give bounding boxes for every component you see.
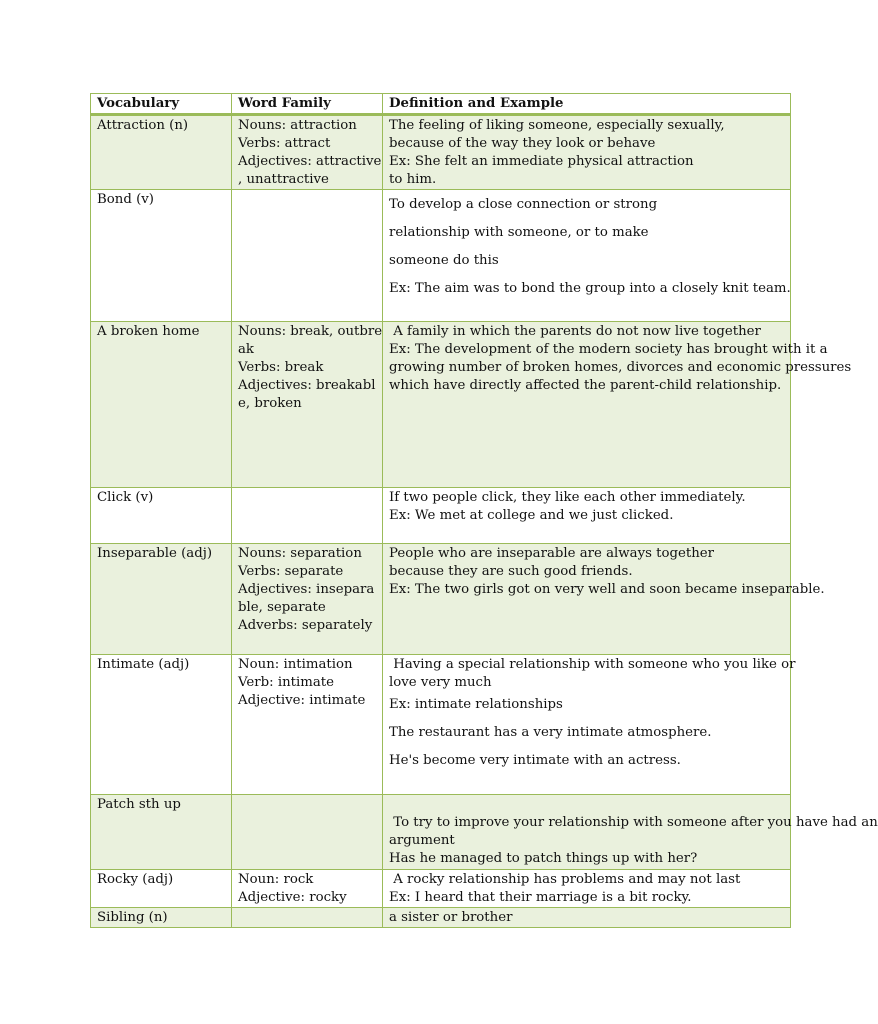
word-family-line: Nouns: attraction — [238, 118, 357, 133]
word-family-line: Noun: intimation — [238, 657, 353, 672]
definition-line: Ex: intimate relationships — [389, 697, 563, 712]
definition-line: Having a special relationship with someone who you like or — [389, 657, 796, 672]
word-family-cell — [232, 115, 383, 190]
table-row — [91, 544, 791, 655]
word-family-cell — [232, 655, 383, 795]
definition-cell — [383, 544, 825, 655]
definition-line: love very much — [389, 675, 492, 690]
word-family-line: Adjective: rocky — [238, 890, 347, 905]
word-family-cell — [232, 870, 383, 908]
word-family-line: Adverbs: separately — [238, 618, 373, 633]
table-row — [91, 322, 791, 488]
definition-cell — [383, 908, 791, 928]
definition-line: The restaurant has a very intimate atmosphere. — [389, 725, 712, 740]
definition-cell — [383, 655, 796, 795]
definition-line: growing number of broken homes, divorces and economic pressures — [389, 360, 852, 375]
definition-line: Ex: I heard that their marriage is a bit rocky. — [389, 890, 692, 905]
table-row — [91, 795, 791, 870]
table-row — [91, 870, 791, 908]
word-family-line: Nouns: break, outbre — [238, 324, 383, 339]
table-row — [91, 115, 791, 190]
vocab-cell: Bond (v) — [91, 190, 232, 322]
word-family-line: ak — [238, 342, 254, 357]
vocab-cell: Click (v) — [91, 488, 232, 544]
definition-line: Ex: We met at college and we just clicked. — [389, 508, 674, 523]
header-definition: Definition and Example — [383, 94, 791, 115]
definition-line: to him. — [389, 172, 437, 187]
definition-line: Has he managed to patch things up with her? — [389, 851, 698, 866]
word-family-cell — [232, 908, 383, 928]
header-word-family: Word Family — [232, 94, 383, 115]
definition-line: someone do this — [389, 253, 499, 268]
definition-line: a sister or brother — [389, 910, 513, 925]
vocab-cell: Rocky (adj) — [91, 870, 232, 908]
definition-line: Ex: The aim was to bond the group into a closely knit team. — [389, 281, 791, 296]
definition-line: To try to improve your relationship with someone after you have had an — [389, 815, 878, 830]
header-vocabulary: Vocabulary — [91, 94, 232, 115]
vocab-cell: Sibling (n) — [91, 908, 232, 928]
word-family-line: Nouns: separation — [238, 546, 362, 561]
table-row — [91, 908, 791, 928]
word-family-cell — [232, 544, 383, 655]
vocab-cell: Intimate (adj) — [91, 655, 232, 795]
definition-line: If two people click, they like each other immediately. — [389, 490, 746, 505]
word-family-cell — [232, 488, 383, 544]
table-row — [91, 488, 791, 544]
word-family-line: Adjectives: breakabl — [238, 378, 376, 393]
definition-line: Ex: She felt an immediate physical attraction — [389, 154, 694, 169]
word-family-line: Verbs: break — [238, 360, 324, 375]
word-family-line: ble, separate — [238, 600, 326, 615]
word-family-line: Verb: intimate — [238, 675, 334, 690]
definition-cell — [383, 488, 791, 544]
definition-line: Ex: The two girls got on very well and soon became inseparable. — [389, 582, 825, 597]
vocab-cell: A broken home — [91, 322, 232, 488]
definition-line: He's become very intimate with an actress. — [389, 753, 681, 768]
vocab-cell: Attraction (n) — [91, 115, 232, 190]
definition-cell — [383, 870, 791, 908]
word-family-cell — [232, 190, 383, 322]
definition-line: relationship with someone, or to make — [389, 225, 649, 240]
definition-line: A family in which the parents do not now live together — [389, 324, 761, 339]
table-row — [91, 655, 791, 795]
vocab-cell: Patch sth up — [91, 795, 232, 870]
definition-line: The feeling of liking someone, especially sexually, — [389, 118, 725, 133]
definition-line: which have directly affected the parent-child relationship. — [389, 378, 782, 393]
word-family-cell — [232, 322, 383, 488]
definition-line: argument — [389, 833, 455, 848]
word-family-line: Noun: rock — [238, 872, 314, 887]
word-family-line: Adjectives: attractive — [238, 154, 382, 169]
definition-line: Ex: The development of the modern society has brought with it a — [389, 342, 828, 357]
word-family-line: e, broken — [238, 396, 302, 411]
vocabulary-table — [90, 93, 878, 928]
word-family-line: Adjectives: insepara — [238, 582, 375, 597]
definition-line: People who are inseparable are always together — [389, 546, 715, 561]
word-family-line: , unattractive — [238, 172, 329, 187]
word-family-line: Verbs: separate — [238, 564, 344, 579]
vocab-cell: Inseparable (adj) — [91, 544, 232, 655]
definition-line: A rocky relationship has problems and may not last — [389, 872, 741, 887]
definition-cell — [383, 115, 791, 190]
definition-line: because they are such good friends. — [389, 564, 633, 579]
definition-line: To develop a close connection or strong — [389, 197, 658, 212]
table-row — [91, 190, 791, 322]
definition-cell — [383, 322, 852, 488]
word-family-line: Verbs: attract — [238, 136, 331, 151]
definition-cell — [383, 795, 878, 870]
definition-line: because of the way they look or behave — [389, 136, 656, 151]
word-family-line: Adjective: intimate — [238, 693, 366, 708]
definition-cell — [383, 190, 791, 322]
word-family-cell — [232, 795, 383, 870]
header-row — [91, 94, 791, 115]
